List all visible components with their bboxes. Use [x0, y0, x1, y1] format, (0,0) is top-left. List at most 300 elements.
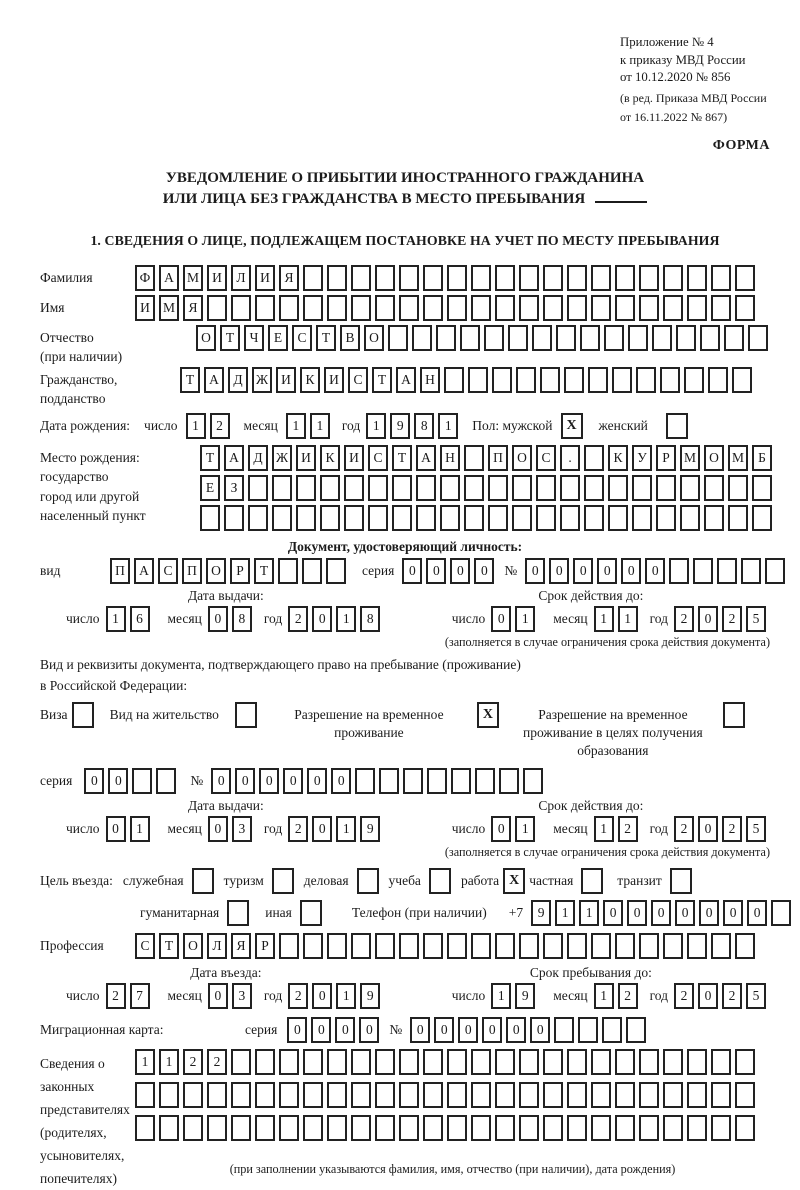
char-cell[interactable] [471, 933, 491, 959]
char-cell[interactable] [279, 1115, 299, 1141]
char-cell[interactable]: И [324, 367, 344, 393]
char-cell[interactable]: 1 [438, 413, 458, 439]
char-cell[interactable] [560, 505, 580, 531]
char-cell[interactable]: 0 [549, 558, 569, 584]
char-cell[interactable] [519, 265, 539, 291]
char-cell[interactable] [375, 1115, 395, 1141]
char-cell[interactable]: И [207, 265, 227, 291]
char-cell[interactable]: 1 [186, 413, 206, 439]
char-cell[interactable] [499, 768, 519, 794]
char-cell[interactable] [717, 558, 737, 584]
char-cell[interactable] [156, 768, 176, 794]
char-cell[interactable]: 0 [458, 1017, 478, 1043]
char-cell[interactable] [278, 558, 298, 584]
char-cell[interactable] [159, 1115, 179, 1141]
char-cell[interactable] [639, 933, 659, 959]
char-cell[interactable]: 2 [618, 816, 638, 842]
char-cell[interactable]: 0 [723, 900, 743, 926]
char-cell[interactable] [639, 265, 659, 291]
char-cell[interactable]: П [182, 558, 202, 584]
checkbox-work[interactable]: X [503, 868, 525, 894]
char-cell[interactable] [471, 1049, 491, 1075]
char-cell[interactable] [488, 475, 508, 501]
char-cell[interactable]: 5 [746, 983, 766, 1009]
char-cell[interactable]: Т [316, 325, 336, 351]
char-cell[interactable]: 0 [283, 768, 303, 794]
char-cell[interactable]: Н [420, 367, 440, 393]
char-cell[interactable] [279, 1082, 299, 1108]
char-cell[interactable] [639, 1049, 659, 1075]
char-cell[interactable]: Я [183, 295, 203, 321]
char-cell[interactable] [351, 265, 371, 291]
char-cell[interactable] [399, 295, 419, 321]
char-cell[interactable]: 6 [130, 606, 150, 632]
char-cell[interactable]: 5 [746, 816, 766, 842]
char-cell[interactable]: Д [228, 367, 248, 393]
char-cell[interactable] [752, 505, 772, 531]
char-cell[interactable] [296, 505, 316, 531]
char-cell[interactable] [272, 505, 292, 531]
char-cell[interactable] [708, 367, 728, 393]
char-cell[interactable]: 8 [360, 606, 380, 632]
char-cell[interactable] [440, 505, 460, 531]
char-cell[interactable]: 1 [159, 1049, 179, 1075]
char-cell[interactable] [423, 1115, 443, 1141]
char-cell[interactable]: 0 [698, 983, 718, 1009]
char-cell[interactable]: 0 [474, 558, 494, 584]
char-cell[interactable]: И [135, 295, 155, 321]
char-cell[interactable]: 0 [491, 606, 511, 632]
char-cell[interactable] [728, 505, 748, 531]
char-cell[interactable] [224, 505, 244, 531]
char-cell[interactable] [447, 1115, 467, 1141]
char-cell[interactable] [464, 445, 484, 471]
char-cell[interactable] [636, 367, 656, 393]
char-cell[interactable]: 7 [130, 983, 150, 1009]
char-cell[interactable]: 2 [207, 1049, 227, 1075]
char-cell[interactable] [475, 768, 495, 794]
char-cell[interactable]: 0 [259, 768, 279, 794]
char-cell[interactable]: 3 [232, 983, 252, 1009]
char-cell[interactable] [748, 325, 768, 351]
char-cell[interactable] [255, 1115, 275, 1141]
char-cell[interactable]: 0 [235, 768, 255, 794]
char-cell[interactable]: 0 [597, 558, 617, 584]
char-cell[interactable]: 1 [366, 413, 386, 439]
char-cell[interactable] [159, 1082, 179, 1108]
char-cell[interactable] [765, 558, 785, 584]
char-cell[interactable]: М [680, 445, 700, 471]
char-cell[interactable]: К [320, 445, 340, 471]
checkbox-temp-residence-edu[interactable] [723, 702, 745, 728]
char-cell[interactable] [536, 505, 556, 531]
char-cell[interactable] [248, 505, 268, 531]
char-cell[interactable]: 2 [183, 1049, 203, 1075]
char-cell[interactable] [447, 295, 467, 321]
char-cell[interactable]: О [196, 325, 216, 351]
char-cell[interactable] [519, 1115, 539, 1141]
char-cell[interactable]: 0 [450, 558, 470, 584]
char-cell[interactable]: 2 [722, 816, 742, 842]
char-cell[interactable] [495, 933, 515, 959]
char-cell[interactable]: Р [255, 933, 275, 959]
char-cell[interactable] [543, 295, 563, 321]
checkbox-tourism[interactable] [272, 868, 294, 894]
char-cell[interactable] [375, 1049, 395, 1075]
char-cell[interactable]: Н [440, 445, 460, 471]
char-cell[interactable]: М [159, 295, 179, 321]
char-cell[interactable] [412, 325, 432, 351]
char-cell[interactable] [567, 1049, 587, 1075]
char-cell[interactable]: 0 [307, 768, 327, 794]
char-cell[interactable] [460, 325, 480, 351]
char-cell[interactable] [416, 475, 436, 501]
char-cell[interactable]: 0 [621, 558, 641, 584]
char-cell[interactable]: Ф [135, 265, 155, 291]
char-cell[interactable]: 1 [515, 606, 535, 632]
char-cell[interactable]: И [255, 265, 275, 291]
char-cell[interactable] [231, 295, 251, 321]
char-cell[interactable] [704, 475, 724, 501]
char-cell[interactable]: 1 [336, 816, 356, 842]
char-cell[interactable]: 1 [579, 900, 599, 926]
char-cell[interactable] [663, 1115, 683, 1141]
char-cell[interactable]: 0 [698, 606, 718, 632]
char-cell[interactable]: 0 [506, 1017, 526, 1043]
char-cell[interactable] [628, 325, 648, 351]
char-cell[interactable] [652, 325, 672, 351]
char-cell[interactable] [543, 1049, 563, 1075]
char-cell[interactable] [399, 1049, 419, 1075]
char-cell[interactable] [591, 933, 611, 959]
char-cell[interactable] [279, 295, 299, 321]
char-cell[interactable] [495, 1115, 515, 1141]
char-cell[interactable] [532, 325, 552, 351]
char-cell[interactable] [303, 933, 323, 959]
char-cell[interactable] [700, 325, 720, 351]
char-cell[interactable] [639, 1115, 659, 1141]
char-cell[interactable]: 1 [336, 606, 356, 632]
char-cell[interactable]: 2 [288, 816, 308, 842]
char-cell[interactable] [495, 295, 515, 321]
char-cell[interactable]: 0 [698, 816, 718, 842]
checkbox-official[interactable] [192, 868, 214, 894]
char-cell[interactable] [388, 325, 408, 351]
char-cell[interactable] [663, 295, 683, 321]
char-cell[interactable] [615, 295, 635, 321]
char-cell[interactable]: 0 [603, 900, 623, 926]
char-cell[interactable] [584, 445, 604, 471]
char-cell[interactable] [255, 295, 275, 321]
char-cell[interactable] [615, 1049, 635, 1075]
char-cell[interactable] [492, 367, 512, 393]
char-cell[interactable] [303, 1049, 323, 1075]
char-cell[interactable]: 0 [491, 816, 511, 842]
char-cell[interactable] [680, 475, 700, 501]
char-cell[interactable]: С [348, 367, 368, 393]
checkbox-temp-residence[interactable]: X [477, 702, 499, 728]
char-cell[interactable]: 0 [699, 900, 719, 926]
char-cell[interactable]: Т [220, 325, 240, 351]
char-cell[interactable] [660, 367, 680, 393]
char-cell[interactable]: 0 [482, 1017, 502, 1043]
char-cell[interactable] [444, 367, 464, 393]
char-cell[interactable] [351, 933, 371, 959]
char-cell[interactable]: 1 [336, 983, 356, 1009]
char-cell[interactable] [519, 295, 539, 321]
char-cell[interactable] [451, 768, 471, 794]
char-cell[interactable] [680, 505, 700, 531]
char-cell[interactable] [741, 558, 761, 584]
char-cell[interactable]: 1 [594, 816, 614, 842]
char-cell[interactable] [375, 933, 395, 959]
char-cell[interactable]: 0 [335, 1017, 355, 1043]
char-cell[interactable] [554, 1017, 574, 1043]
char-cell[interactable]: 0 [312, 606, 332, 632]
char-cell[interactable] [567, 295, 587, 321]
char-cell[interactable]: 2 [674, 983, 694, 1009]
char-cell[interactable]: М [183, 265, 203, 291]
char-cell[interactable]: 1 [515, 816, 535, 842]
char-cell[interactable] [588, 367, 608, 393]
checkbox-male[interactable]: X [561, 413, 583, 439]
char-cell[interactable] [344, 505, 364, 531]
char-cell[interactable]: И [276, 367, 296, 393]
checkbox-business[interactable] [357, 868, 379, 894]
char-cell[interactable] [735, 265, 755, 291]
char-cell[interactable] [676, 325, 696, 351]
char-cell[interactable] [519, 933, 539, 959]
char-cell[interactable]: Т [372, 367, 392, 393]
char-cell[interactable] [735, 1115, 755, 1141]
char-cell[interactable] [626, 1017, 646, 1043]
char-cell[interactable] [512, 475, 532, 501]
char-cell[interactable] [447, 933, 467, 959]
char-cell[interactable] [591, 1049, 611, 1075]
char-cell[interactable] [591, 1115, 611, 1141]
char-cell[interactable]: 0 [434, 1017, 454, 1043]
char-cell[interactable]: А [159, 265, 179, 291]
char-cell[interactable] [615, 1115, 635, 1141]
char-cell[interactable] [423, 1049, 443, 1075]
checkbox-female[interactable] [666, 413, 688, 439]
char-cell[interactable] [771, 900, 791, 926]
char-cell[interactable]: 1 [594, 606, 614, 632]
char-cell[interactable]: 2 [618, 983, 638, 1009]
char-cell[interactable]: Т [392, 445, 412, 471]
char-cell[interactable] [207, 1082, 227, 1108]
char-cell[interactable]: Л [231, 265, 251, 291]
char-cell[interactable] [183, 1115, 203, 1141]
char-cell[interactable] [423, 265, 443, 291]
char-cell[interactable] [632, 475, 652, 501]
checkbox-private[interactable] [581, 868, 603, 894]
char-cell[interactable] [351, 295, 371, 321]
char-cell[interactable]: 0 [530, 1017, 550, 1043]
char-cell[interactable]: 0 [525, 558, 545, 584]
char-cell[interactable] [578, 1017, 598, 1043]
char-cell[interactable]: 0 [211, 768, 231, 794]
char-cell[interactable]: 1 [286, 413, 306, 439]
char-cell[interactable]: О [704, 445, 724, 471]
char-cell[interactable] [608, 475, 628, 501]
char-cell[interactable]: 2 [674, 606, 694, 632]
char-cell[interactable]: 3 [232, 816, 252, 842]
char-cell[interactable]: 0 [627, 900, 647, 926]
char-cell[interactable]: А [416, 445, 436, 471]
char-cell[interactable] [684, 367, 704, 393]
char-cell[interactable]: Р [230, 558, 250, 584]
checkbox-transit[interactable] [670, 868, 692, 894]
char-cell[interactable]: 2 [674, 816, 694, 842]
char-cell[interactable] [639, 1082, 659, 1108]
char-cell[interactable] [464, 475, 484, 501]
char-cell[interactable] [368, 505, 388, 531]
checkbox-residence-permit[interactable] [235, 702, 257, 728]
char-cell[interactable] [135, 1082, 155, 1108]
char-cell[interactable]: Т [180, 367, 200, 393]
char-cell[interactable]: Б [752, 445, 772, 471]
char-cell[interactable] [436, 325, 456, 351]
char-cell[interactable] [427, 768, 447, 794]
char-cell[interactable] [207, 295, 227, 321]
char-cell[interactable] [687, 933, 707, 959]
char-cell[interactable] [536, 475, 556, 501]
char-cell[interactable]: 1 [130, 816, 150, 842]
char-cell[interactable] [735, 1082, 755, 1108]
char-cell[interactable]: 2 [722, 606, 742, 632]
char-cell[interactable] [403, 768, 423, 794]
char-cell[interactable]: 0 [84, 768, 104, 794]
char-cell[interactable] [512, 505, 532, 531]
char-cell[interactable] [752, 475, 772, 501]
char-cell[interactable]: 5 [746, 606, 766, 632]
char-cell[interactable]: 1 [594, 983, 614, 1009]
char-cell[interactable] [543, 265, 563, 291]
char-cell[interactable] [612, 367, 632, 393]
char-cell[interactable]: 0 [331, 768, 351, 794]
char-cell[interactable] [392, 505, 412, 531]
char-cell[interactable] [303, 265, 323, 291]
char-cell[interactable] [615, 1082, 635, 1108]
char-cell[interactable] [711, 1115, 731, 1141]
char-cell[interactable] [735, 1049, 755, 1075]
checkbox-visa[interactable] [72, 702, 94, 728]
char-cell[interactable] [488, 505, 508, 531]
char-cell[interactable] [639, 295, 659, 321]
char-cell[interactable] [735, 933, 755, 959]
checkbox-other[interactable] [300, 900, 322, 926]
char-cell[interactable] [567, 1082, 587, 1108]
checkbox-humanitarian[interactable] [227, 900, 249, 926]
char-cell[interactable] [375, 295, 395, 321]
char-cell[interactable]: Е [200, 475, 220, 501]
char-cell[interactable] [656, 505, 676, 531]
char-cell[interactable] [355, 768, 375, 794]
char-cell[interactable] [724, 325, 744, 351]
char-cell[interactable]: 0 [208, 606, 228, 632]
char-cell[interactable]: А [204, 367, 224, 393]
char-cell[interactable] [207, 1115, 227, 1141]
char-cell[interactable]: 0 [410, 1017, 430, 1043]
char-cell[interactable]: У [632, 445, 652, 471]
char-cell[interactable] [591, 265, 611, 291]
char-cell[interactable] [320, 475, 340, 501]
char-cell[interactable]: З [224, 475, 244, 501]
char-cell[interactable]: 0 [312, 983, 332, 1009]
char-cell[interactable] [351, 1115, 371, 1141]
char-cell[interactable] [663, 1082, 683, 1108]
char-cell[interactable] [495, 1082, 515, 1108]
char-cell[interactable] [327, 1049, 347, 1075]
char-cell[interactable]: О [206, 558, 226, 584]
char-cell[interactable] [687, 1115, 707, 1141]
char-cell[interactable]: 0 [747, 900, 767, 926]
char-cell[interactable]: С [368, 445, 388, 471]
char-cell[interactable] [327, 933, 347, 959]
char-cell[interactable] [669, 558, 689, 584]
char-cell[interactable]: Е [268, 325, 288, 351]
char-cell[interactable] [663, 933, 683, 959]
char-cell[interactable]: 0 [645, 558, 665, 584]
char-cell[interactable] [326, 558, 346, 584]
char-cell[interactable]: С [292, 325, 312, 351]
char-cell[interactable] [416, 505, 436, 531]
char-cell[interactable] [615, 265, 635, 291]
checkbox-study[interactable] [429, 868, 451, 894]
char-cell[interactable] [704, 505, 724, 531]
char-cell[interactable]: О [364, 325, 384, 351]
char-cell[interactable] [447, 1049, 467, 1075]
char-cell[interactable] [464, 505, 484, 531]
char-cell[interactable] [567, 265, 587, 291]
char-cell[interactable] [231, 1049, 251, 1075]
char-cell[interactable]: 9 [531, 900, 551, 926]
char-cell[interactable] [687, 265, 707, 291]
char-cell[interactable]: К [608, 445, 628, 471]
char-cell[interactable] [543, 1115, 563, 1141]
char-cell[interactable] [604, 325, 624, 351]
char-cell[interactable]: 9 [360, 816, 380, 842]
char-cell[interactable] [495, 1049, 515, 1075]
char-cell[interactable] [516, 367, 536, 393]
char-cell[interactable] [344, 475, 364, 501]
char-cell[interactable] [471, 295, 491, 321]
char-cell[interactable] [375, 265, 395, 291]
char-cell[interactable] [584, 475, 604, 501]
char-cell[interactable]: Я [279, 265, 299, 291]
char-cell[interactable] [495, 265, 515, 291]
char-cell[interactable]: Ж [252, 367, 272, 393]
char-cell[interactable]: С [158, 558, 178, 584]
char-cell[interactable] [711, 1049, 731, 1075]
char-cell[interactable] [591, 295, 611, 321]
char-cell[interactable]: 2 [288, 983, 308, 1009]
char-cell[interactable] [543, 1082, 563, 1108]
char-cell[interactable] [567, 1115, 587, 1141]
char-cell[interactable] [632, 505, 652, 531]
char-cell[interactable] [351, 1049, 371, 1075]
char-cell[interactable] [711, 265, 731, 291]
char-cell[interactable] [368, 475, 388, 501]
char-cell[interactable]: 9 [360, 983, 380, 1009]
char-cell[interactable] [303, 1082, 323, 1108]
char-cell[interactable]: 2 [106, 983, 126, 1009]
char-cell[interactable] [447, 1082, 467, 1108]
char-cell[interactable]: 0 [311, 1017, 331, 1043]
char-cell[interactable] [519, 1082, 539, 1108]
char-cell[interactable]: О [512, 445, 532, 471]
